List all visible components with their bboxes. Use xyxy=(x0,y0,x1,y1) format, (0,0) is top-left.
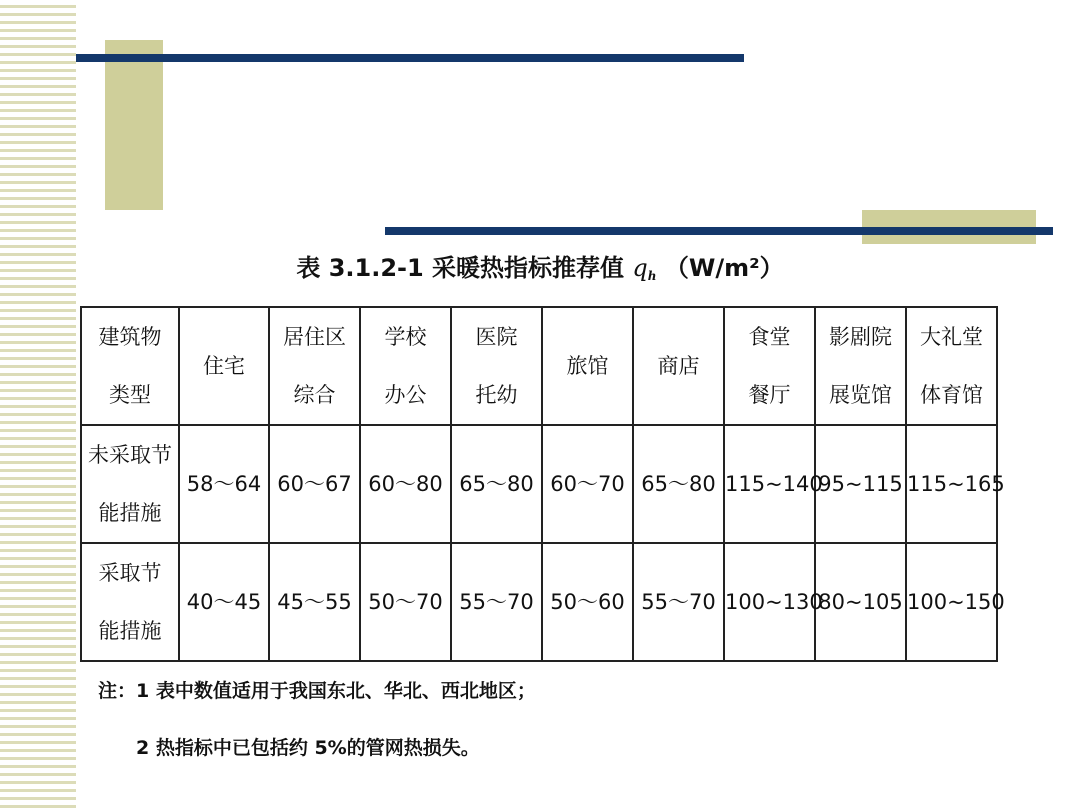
value-cell: 100~150 xyxy=(906,543,997,661)
note-line-1: 注：1 表中数值适用于我国东北、华北、西北地区； xyxy=(98,680,536,702)
header-cell: 旅馆 xyxy=(542,307,633,425)
value-cell: 55～70 xyxy=(451,543,542,661)
value-cell: 50～60 xyxy=(542,543,633,661)
header-cell: 商店 xyxy=(633,307,724,425)
header-cell: 影剧院 展览馆 xyxy=(815,307,906,425)
value-cell: 60～80 xyxy=(360,425,451,543)
navy-rule-middle xyxy=(385,227,1053,235)
olive-accent-block xyxy=(105,40,163,210)
value-cell: 65～80 xyxy=(633,425,724,543)
row-label: 未采取节 能措施 xyxy=(81,425,179,543)
header-cell: 大礼堂 体育馆 xyxy=(906,307,997,425)
value-cell: 58～64 xyxy=(179,425,269,543)
table-row xyxy=(81,425,997,543)
value-cell: 65～80 xyxy=(451,425,542,543)
header-cell: 学校 办公 xyxy=(360,307,451,425)
value-cell: 60～67 xyxy=(269,425,360,543)
left-stripe-decoration xyxy=(0,0,76,810)
table-row xyxy=(81,543,997,661)
value-cell: 60～70 xyxy=(542,425,633,543)
title-prefix: 表 3.1.2-1 采暖热指标推荐值 xyxy=(296,254,633,282)
navy-rule-top xyxy=(76,54,744,62)
header-cell: 住宅 xyxy=(179,307,269,425)
value-cell: 80~105 xyxy=(815,543,906,661)
row-label: 采取节 能措施 xyxy=(81,543,179,661)
value-cell: 115~165 xyxy=(906,425,997,543)
value-cell: 40～45 xyxy=(179,543,269,661)
value-cell: 100~130 xyxy=(724,543,815,661)
header-cell: 居住区 综合 xyxy=(269,307,360,425)
value-cell: 45～55 xyxy=(269,543,360,661)
title-symbol: q xyxy=(632,254,648,282)
header-cell: 医院 托幼 xyxy=(451,307,542,425)
heating-index-table xyxy=(80,306,1005,662)
value-cell: 115~140 xyxy=(724,425,815,543)
title-unit: （W/m²） xyxy=(656,254,784,282)
title-subscript: h xyxy=(647,269,657,283)
table-title xyxy=(0,248,1080,283)
table-header-row xyxy=(81,307,997,425)
header-cell: 建筑物 类型 xyxy=(81,307,179,425)
value-cell: 55～70 xyxy=(633,543,724,661)
value-cell: 50～70 xyxy=(360,543,451,661)
value-cell: 95~115 xyxy=(815,425,906,543)
header-cell: 食堂 餐厅 xyxy=(724,307,815,425)
note-line-2: 2 热指标中已包括约 5%的管网热损失。 xyxy=(136,737,480,759)
